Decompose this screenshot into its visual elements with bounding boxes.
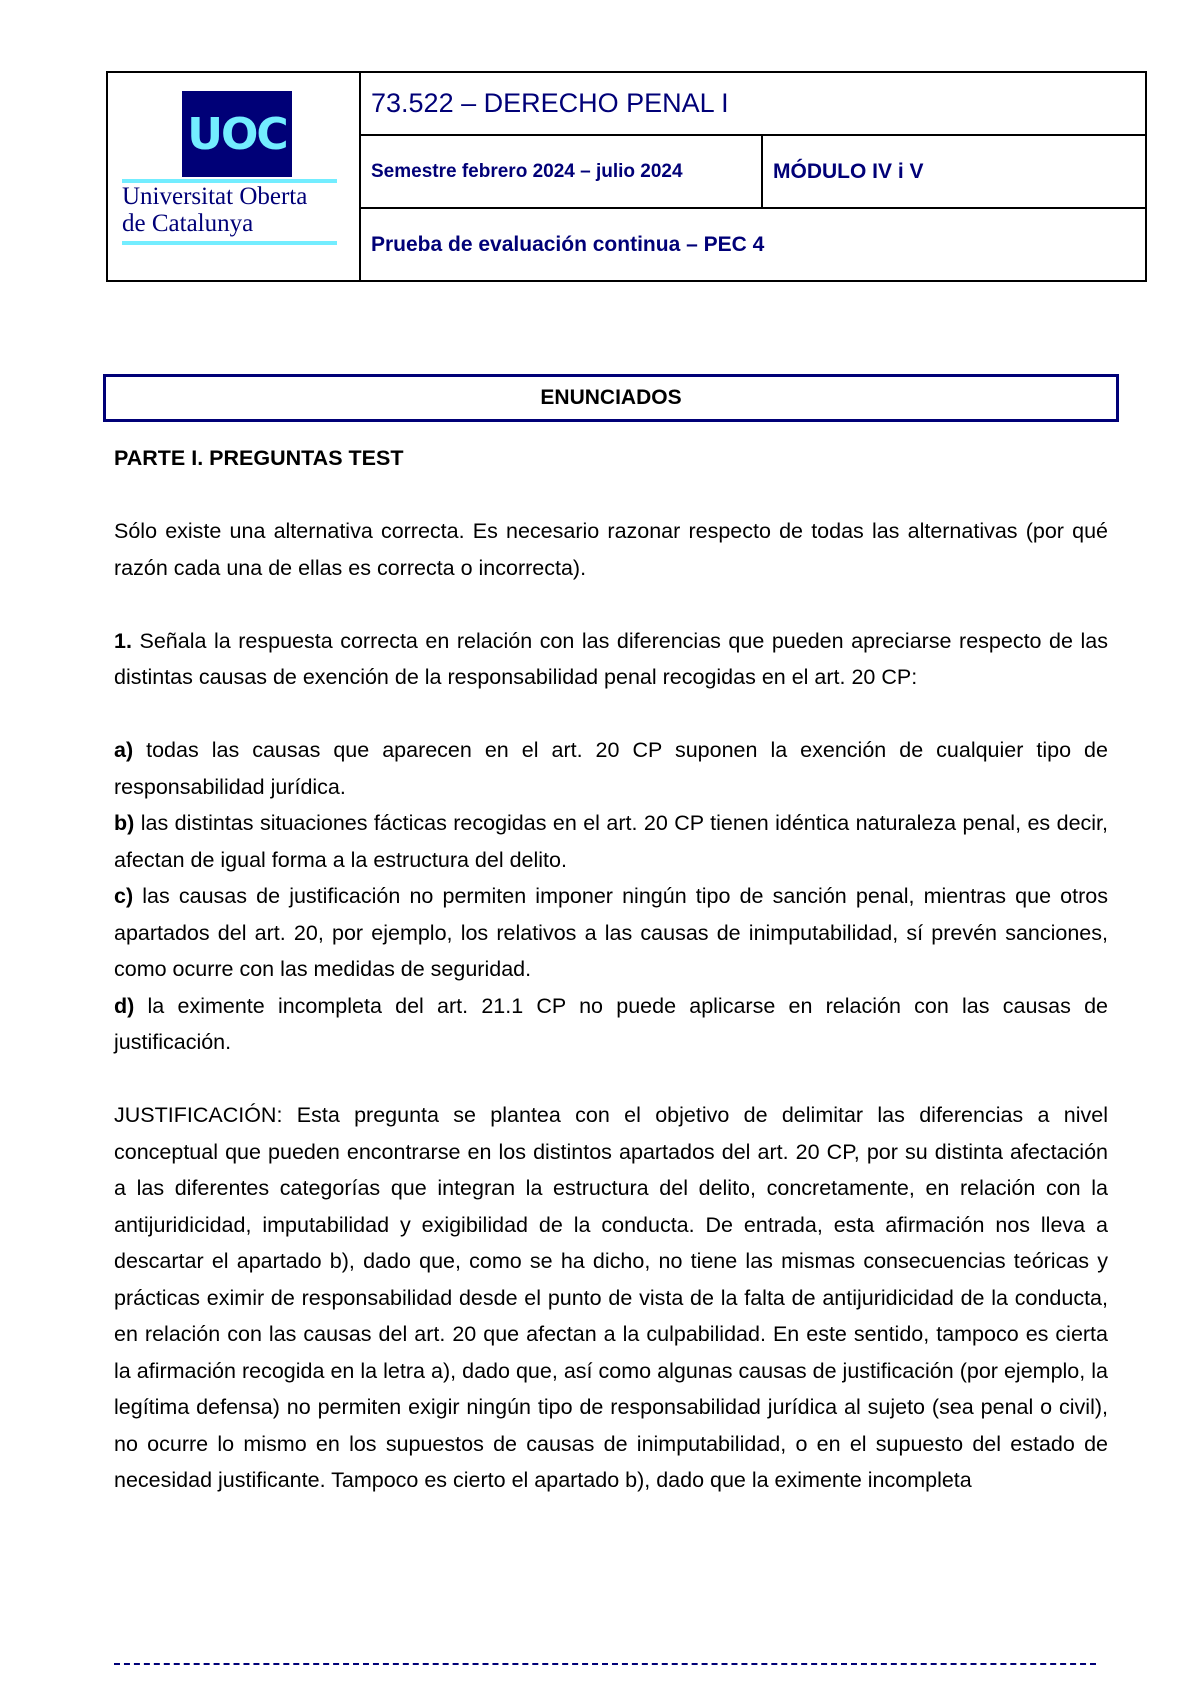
justification bbox=[114, 1097, 1108, 1499]
option-letter: b) bbox=[114, 811, 135, 835]
document-body bbox=[114, 440, 1108, 1499]
university-name bbox=[122, 183, 352, 237]
question-text: Señala la respuesta correcta en relación con las diferencias que pueden apreciarse respecto de las distintas causas de exención de la responsabilidad penal recogidas en el art. 20 CP: bbox=[114, 628, 1108, 689]
uoc-logo-icon bbox=[182, 91, 292, 177]
logo-text: UOC bbox=[187, 108, 287, 160]
option-letter: c) bbox=[114, 884, 134, 908]
option-text: la eximente incompleta del art. 21.1 CP no puede aplicarse en relación con las causas de justificación. bbox=[114, 993, 1108, 1054]
section-title: ENUNCIADOS bbox=[103, 374, 1119, 422]
footer-divider bbox=[114, 1663, 1096, 1665]
option-a bbox=[114, 732, 1108, 805]
part-title: PARTE I. PREGUNTAS TEST bbox=[114, 446, 404, 470]
option-letter: d) bbox=[114, 993, 135, 1018]
logo-rule-bottom bbox=[122, 241, 337, 245]
question-1 bbox=[114, 623, 1108, 696]
justification-label: JUSTIFICACIÓN: bbox=[114, 1103, 283, 1127]
option-text: todas las causas que aparecen en el art. 20 CP suponen la exención de cualquier tipo de responsabilidad jurídica. bbox=[114, 738, 1108, 799]
document-header bbox=[106, 71, 1147, 282]
course-title: 73.522 – DERECHO PENAL I bbox=[361, 73, 1145, 136]
option-text: las distintas situaciones fácticas recogidas en el art. 20 CP tienen idéntica naturaleza penal, es decir, afectan de igual forma a la estructura del delito. bbox=[114, 811, 1108, 872]
justification-text: Esta pregunta se plantea con el objetivo de delimitar las diferencias a nivel conceptual que pueden encontrarse en los distintos apartados del art. 20 CP, por su distinta afectación a las diferentes categorías que integran la estructura del delito, concretamente, en relación con la antijuridicidad, imputabilidad y exigibilidad de la conducta. De entrada, esta afirmación nos lleva a descartar el apartado b), dado que, como se ha dicho, no tiene las mismas consecuencias teóricas y prácticas eximir de responsabilidad desde el punto de vista de la falta de antijuridicidad de la conducta, en relación con las causas del art. 20 que afectan a la culpabilidad. En este sentido, tampoco es cierta la afirmación recogida en la letra a), dado que, así como algunas causas de justificación (por ejemplo, la legítima defensa) no permiten exigir ningún tipo de responsabilidad jurídica al sujeto (sea penal o civil), no ocurre lo mismo en los supuestos de causas de inimputabilidad, o en el supuesto del estado de necesidad justificante. Tampoco es cierto el apartado b), dado que la eximente incompleta bbox=[114, 1103, 1108, 1492]
semester: Semestre febrero 2024 – julio 2024 bbox=[361, 136, 763, 207]
module: MÓDULO IV i V bbox=[773, 159, 924, 183]
university-line2: de Catalunya bbox=[122, 210, 254, 237]
question-number: 1. bbox=[114, 628, 132, 653]
instructions: Sólo existe una alternativa correcta. Es necesario razonar respecto de todas las alternativas (por qué razón cada una de ellas es correcta o incorrecta). bbox=[114, 519, 1108, 580]
university-line1: Universitat Oberta bbox=[122, 183, 308, 210]
logo-cell bbox=[108, 73, 361, 280]
option-text: las causas de justificación no permiten imponer ningún tipo de sanción penal, mientras que otros apartados del art. 20, por ejemplo, los relativos a las causas de inimputabilidad, sí prevén sanciones, como ocurre con las medidas de seguridad. bbox=[114, 884, 1108, 981]
option-b bbox=[114, 805, 1108, 878]
option-c bbox=[114, 878, 1108, 988]
assessment-title: Prueba de evaluación continua – PEC 4 bbox=[371, 232, 765, 256]
option-d bbox=[114, 988, 1108, 1061]
semester-row bbox=[361, 136, 1145, 209]
option-letter: a) bbox=[114, 738, 134, 762]
header-info bbox=[361, 73, 1145, 280]
